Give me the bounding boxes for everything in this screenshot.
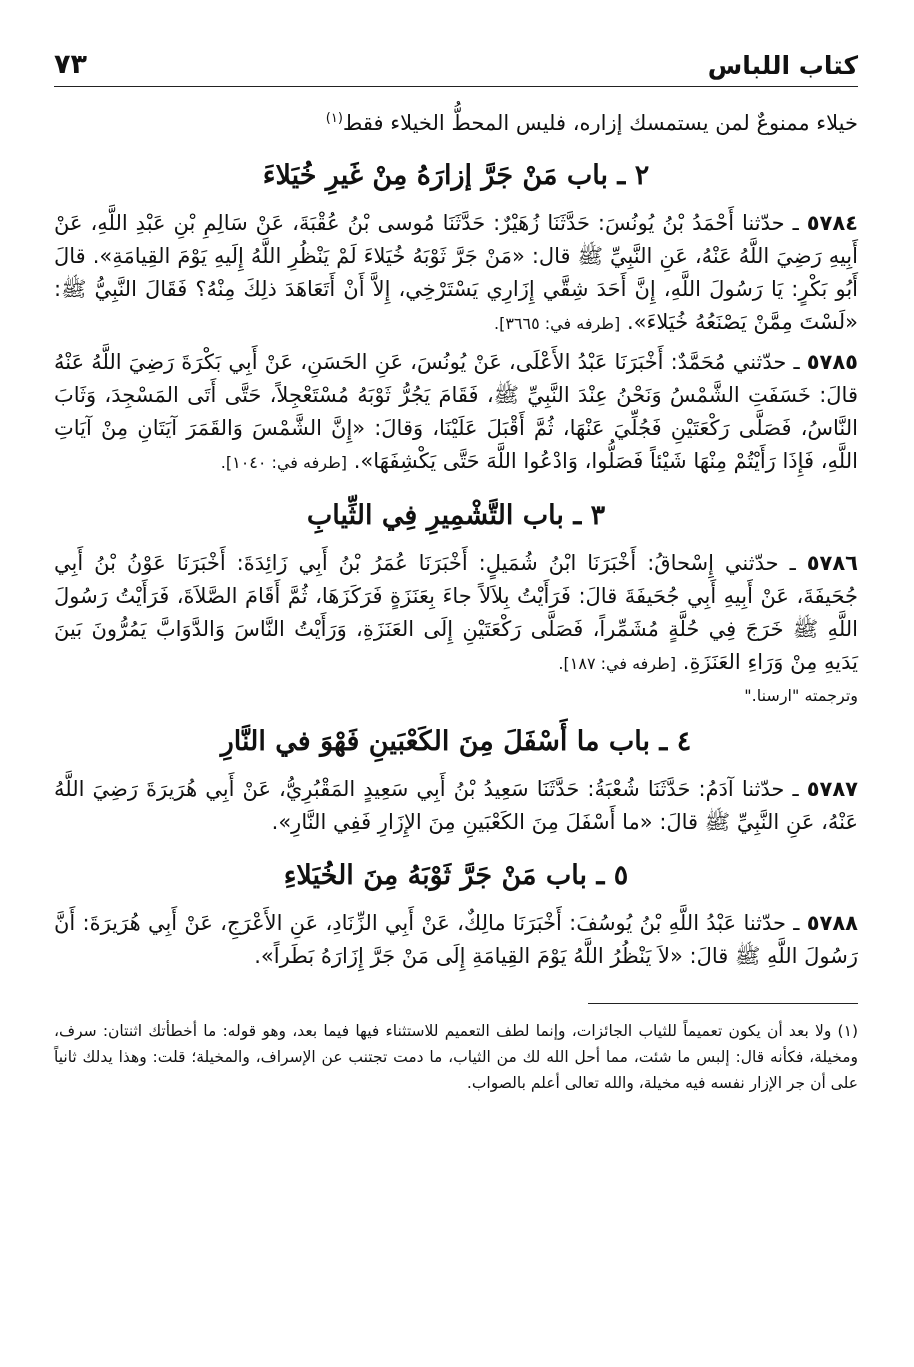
hadith-5786 [54, 547, 858, 680]
header-rule [54, 86, 858, 87]
page-number: ٧٣ [54, 49, 87, 80]
hadith-number: ٥٧٨٦ [806, 551, 858, 575]
hadith-number: ٥٧٨٨ [806, 911, 858, 935]
footnote-text: ولا بعد أن يكون تعميماً للثياب الجائزات، وإنما لطف التعميم للاستثناء فيها فيما بعد، وهو قوله: ما أخطأتك اثنتان: سرف، ومخيلة، فكأنه قال: إلبس ما شئت، مما أحل الله لك من الثياب، ما دمت تجتنب عن الإسراف، والمخيلة؛ قلت: وهذا يدلك ثانياً على أن جر الإزار نفسه فيه مخيلة، والله تعالى أعلم بالصواب. [54, 1022, 858, 1092]
chapter-heading-3: ٣ ـ باب التَّشْمِيرِ فِي الثِّيابِ [306, 500, 606, 531]
translation-note: وترجمته "ارسنا." [744, 686, 858, 705]
hadith-number: ٥٧٨٤ [806, 211, 858, 235]
hadith-5788 [54, 907, 858, 973]
footnote-marker: (١) [325, 111, 343, 126]
footnote-rule [588, 1003, 858, 1004]
hadith-ref: [طرفه في: ١٠٤٠]. [220, 453, 348, 472]
book-title: كتاب اللباس [707, 51, 858, 80]
intro-line [54, 103, 858, 139]
chapter-heading-4: ٤ ـ باب ما أَسْفَلَ مِنَ الكَعْبَينِ فَهْوَ في النَّارِ [220, 726, 692, 757]
hadith-number: ٥٧٨٧ [806, 777, 858, 801]
hadith-text: ـ حدّثني مُحَمَّدٌ: أَخْبَرَنَا عَبْدُ الأَعْلَى، عَنْ يُونُسَ، عَنِ الحَسَنِ، عَنْ أَبِي بَكْرَةَ رَضِيَ اللَّهُ عَنْهُ قالَ: خَسَفَتِ الشَّمْسُ وَنَحْنُ عِنْدَ النَّبِيِّ ﷺ، فَقَامَ يَجُرُّ ثَوْبَهُ مُسْتَعْجِلاً، حَتَّى أَتَى المَسْجِدَ، وَثَابَ النَّاسُ، فَصَلَّى رَكْعَتَيْنِ فَجُلِّيَ عَنْهَا، ثُمَّ أَقْبَلَ عَلَيْنَا، وَقالَ: «إِنَّ الشَّمْسَ وَالقَمَرَ آيَتَانِ مِنْ آيَاتِ اللَّهِ، فَإِذَا رَأَيْتُمْ مِنْهَا شَيْئاً فَصَلُّوا، وَادْعُوا اللَّهَ حَتَّى يَكْشِفَهَا». [54, 350, 858, 473]
hadith-number: ٥٧٨٥ [806, 350, 858, 374]
hadith-5784 [54, 207, 858, 340]
hadith-ref: [طرفه في: ٣٦٦٥]. [494, 314, 621, 333]
chapter-heading-5: ٥ ـ باب مَنْ جَرَّ ثَوْبَهُ مِنَ الخُيَلاءِ [283, 860, 629, 891]
hadith-text: ـ حدّثني إِسْحاقُ: أَخْبَرَنَا ابْنُ شُمَيلٍ: أَخْبَرَنَا عُمَرُ بْنُ أَبِي زَائِدَةَ: أَخْبَرَنَا عَوْنُ بْنُ أَبِي جُحَيفَةَ، عَنْ أَبِيهِ أَبِي جُحَيفَةَ قالَ: فَرَأَيْتُ بِلاَلاً جاءَ بِعَنَزَةٍ فَرَكَزَهَا، ثُمَّ أَقَامَ الصَّلاَةَ، فَرَأَيْتُ رَسُولَ اللَّهِ ﷺ خَرَجَ فِي حُلَّةٍ مُشَمِّراً، فَصَلَّى رَكْعَتَيْنِ إِلَى العَنَزَةِ، وَرَأَيْتُ النَّاسَ وَالدَّوَابَّ يَمُرُّونَ بَينَ يَدَيهِ مِنْ وَرَاءِ العَنَزَةِ. [54, 551, 858, 674]
hadith-ref: [طرفه في: ١٨٧]. [558, 654, 677, 673]
chapter-heading-2: ٢ ـ باب مَنْ جَرَّ إزارَهُ مِنْ غَيرِ خُيَلاءَ [262, 160, 650, 191]
footnote-number: (١) [837, 1022, 858, 1040]
page-header [54, 40, 858, 80]
footnote [54, 1018, 858, 1096]
intro-text: خيلاء ممنوعٌ لمن يستمسك إزاره، فليس المحطُّ الخيلاء فقط [342, 111, 858, 135]
hadith-text: ـ حدّثنا آدَمُ: حَدَّثَنَا شُعْبَةُ: حَدَّثَنَا سَعِيدُ بْنُ أَبِي سَعِيدٍ المَقْبُرِيُّ، عَنْ أَبِي هُرَيرَةَ رَضِيَ اللَّهُ عَنْهُ، عَنِ النَّبِيِّ ﷺ قالَ: «ما أَسْفَلَ مِنَ الكَعْبَينِ مِنَ الإِزَارِ فَفِي النَّارِ». [54, 777, 858, 834]
hadith-5785 [54, 346, 858, 479]
hadith-text: ـ حدّثنا عَبْدُ اللَّهِ بْنُ يُوسُفَ: أَخْبَرَنَا مالِكٌ، عَنْ أَبِي الزِّنَادِ، عَنِ الأَعْرَجِ، عَنْ أَبِي هُرَيرَةَ: أَنَّ رَسُولَ اللَّهِ ﷺ قالَ: «لاَ يَنْظُرُ اللَّهُ يَوْمَ القِيامَةِ إِلَى مَنْ جَرَّ إِزَارَهُ بَطَراً». [54, 911, 858, 968]
hadith-5787 [54, 773, 858, 839]
hadith-text: ـ حدّثنا أَحْمَدُ بْنُ يُونُسَ: حَدَّثَنَا زُهَيْرٌ: حَدَّثَنَا مُوسى بْنُ عُقْبَةَ، عَنْ سَالِمِ بْنِ عَبْدِ اللَّهِ، عَنْ أَبِيهِ رَضِيَ اللَّهُ عَنْهُ، عَنِ النَّبِيِّ ﷺ قال: «مَنْ جَرَّ ثَوْبَهُ خُيَلاءَ لَمْ يَنْظُرِ اللَّهُ إِلَيهِ يَوْمَ القِيامَةِ». قالَ أَبُو بَكْرٍ: يَا رَسُولَ اللَّهِ، إِنَّ أَحَدَ شِقَّي إِزَارِي يَسْتَرْخِي، إِلاَّ أَنْ أَتَعَاهَدَ ذلِكَ مِنْهُ؟ فَقَالَ النَّبِيُّ ﷺ: «لَسْتَ مِمَّنْ يَصْنَعُهُ خُيَلاءَ». [54, 211, 858, 334]
